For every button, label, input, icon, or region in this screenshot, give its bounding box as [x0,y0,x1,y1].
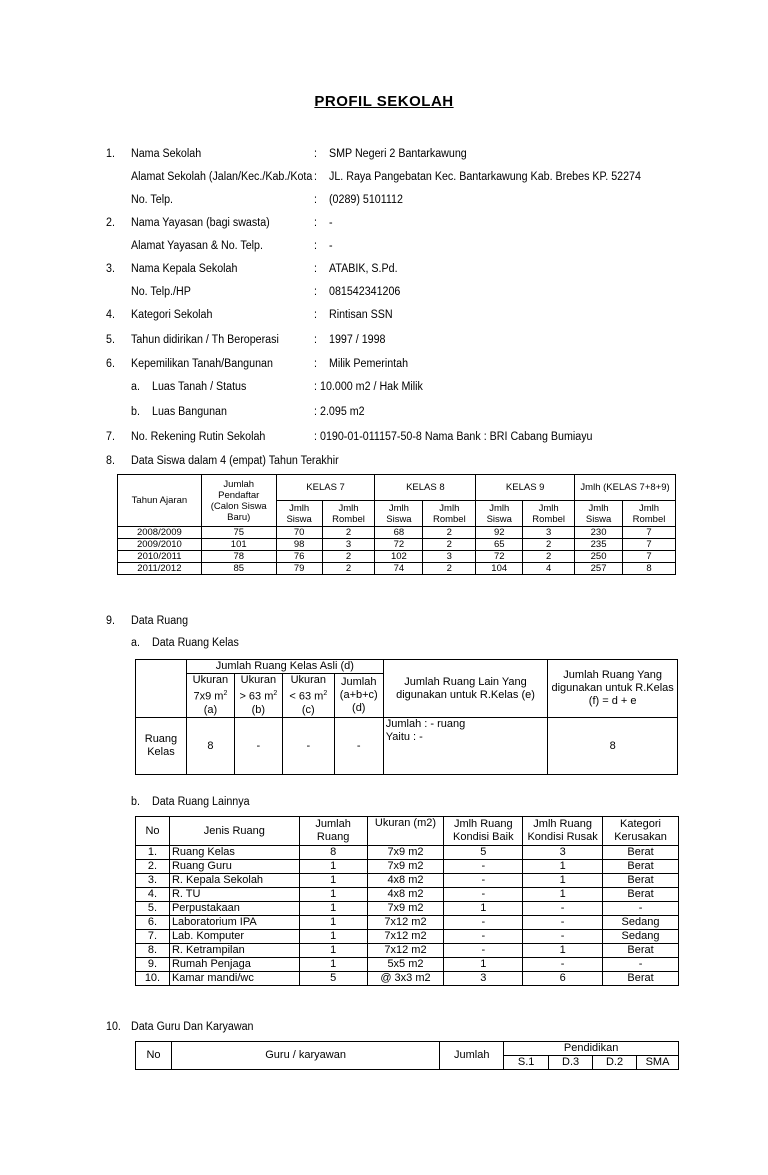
table-cell: 7x9 m2 [367,846,444,860]
table-cell: - [444,888,523,902]
table-cell: 5 [299,972,367,986]
field-value: (0289) 5101112 [329,194,403,206]
header-ruang-lain: Jumlah Ruang Lain Yang digunakan untuk R.Kelas (e) [383,660,548,718]
item-number: 8. [106,455,115,467]
table-cell: - [523,958,603,972]
table-row [136,930,679,944]
item-letter: a. [131,637,140,649]
row-label: Ruang Kelas [136,718,187,775]
table-cell: 4x8 m2 [367,874,444,888]
section-label: Data Ruang Lainnya [152,796,250,808]
table-cell: 8. [136,944,170,958]
header-jumlah-asli: Jumlah Ruang Kelas Asli (d) [186,660,383,674]
colon: : [314,431,317,443]
item-number: 6. [106,358,115,370]
table-cell: 9. [136,958,170,972]
table-cell: 230 [575,527,623,539]
table-row [136,958,679,972]
table-cell: Sedang [603,930,679,944]
data-siswa-table [117,474,676,575]
table-cell: 5x5 m2 [367,958,444,972]
table-cell: 8 [299,846,367,860]
table-cell: 4. [136,888,170,902]
table-cell: 10. [136,972,170,986]
table-cell: 250 [575,551,623,563]
table-cell: Berat [603,944,679,958]
table-row [118,527,676,539]
header-d3: D.3 [549,1056,593,1070]
item-number: 5. [106,334,115,346]
item-letter: b. [131,406,140,418]
field-label: Luas Tanah / Status [152,381,247,393]
table-row [136,944,679,958]
table-cell: - [603,902,679,916]
table-cell: 2 [322,563,375,575]
field-value: - [329,217,333,229]
table-row [136,902,679,916]
table-cell: 2008/2009 [118,527,202,539]
header-s1: S.1 [504,1056,549,1070]
table-cell: - [523,916,603,930]
header-jenis: Jenis Ruang [169,817,299,846]
table-cell: 1. [136,846,170,860]
table-cell: Ruang Guru [169,860,299,874]
table-cell: 74 [375,563,423,575]
data-guru-table [135,1041,679,1070]
item-number: 9. [106,615,115,627]
table-row [136,888,679,902]
header-kategori: Kategori Kerusakan [603,817,679,846]
table-cell: 235 [575,539,623,551]
field-value: 1997 / 1998 [329,334,386,346]
table-cell: 76 [276,551,322,563]
table-row [118,539,676,551]
table-cell: 6. [136,916,170,930]
field-value: ATABIK, S.Pd. [329,263,398,275]
value-b: - [234,718,282,775]
value-f: 8 [548,718,678,775]
header-ukuran-a: Ukuran 7x9 $m^2$ (a) [186,674,234,718]
item-number: 4. [106,309,115,321]
table-cell: 1 [299,902,367,916]
colon: : [314,171,317,183]
table-cell: 2. [136,860,170,874]
field-label: Nama Kepala Sekolah [131,263,238,275]
colon: : [314,217,317,229]
table-cell: - [603,958,679,972]
table-cell: - [444,916,523,930]
field-label: No. Telp./HP [131,286,191,298]
table-cell: 7x12 m2 [367,944,444,958]
table-cell: 4 [523,563,575,575]
field-label: No. Telp. [131,194,174,206]
table-cell: 7 [623,527,676,539]
field-label: Nama Yayasan (bagi swasta) [131,217,270,229]
table-cell: Perpustakaan [169,902,299,916]
section-label: Data Ruang [131,615,189,627]
field-label: Tahun didirikan / Th Beroperasi [131,334,279,346]
colon: : [314,358,317,370]
table-cell: R. Ketrampilan [169,944,299,958]
header-jmlh-siswa: Jmlh Siswa [276,501,322,527]
table-cell: 1 [299,958,367,972]
table-cell: 7x9 m2 [367,902,444,916]
table-cell: 1 [299,944,367,958]
header-kelas-7: KELAS 7 [276,475,375,501]
field-label: No. Rekening Rutin Sekolah [131,431,266,443]
field-label: Kepemilikan Tanah/Bangunan [131,358,273,370]
colon: : [314,286,317,298]
table-cell: 1 [444,958,523,972]
field-value: - [329,240,333,252]
header-jmlh-siswa: Jmlh Siswa [575,501,623,527]
colon: : [314,334,317,346]
table-cell: - [444,944,523,958]
colon: : [314,406,317,418]
table-cell: 101 [201,539,276,551]
table-row [136,916,679,930]
header-jumlah: Jumlah Ruang [299,817,367,846]
table-cell: Laboratorium IPA [169,916,299,930]
field-label: Alamat Yayasan & No. Telp. [131,240,263,252]
header-jumlah-d: Jumlah (a+b+c) (d) [334,674,383,718]
section-label: Data Siswa dalam 4 (empat) Tahun Terakhir [131,455,339,467]
header-pendidikan: Pendidikan [504,1042,679,1056]
header-ukuran: Ukuran (m2) [367,817,444,846]
table-cell: 3 [523,527,575,539]
table-cell: 7. [136,930,170,944]
table-cell: 2011/2012 [118,563,202,575]
colon: : [314,309,317,321]
header-kelas-8: KELAS 8 [375,475,476,501]
item-number: 3. [106,263,115,275]
table-row [136,860,679,874]
field-value: Milik Pemerintah [329,358,409,370]
table-cell: R. Kepala Sekolah [169,874,299,888]
table-cell: 1 [523,874,603,888]
table-cell: 257 [575,563,623,575]
field-label: Kategori Sekolah [131,309,213,321]
table-cell: 72 [375,539,423,551]
table-cell: 3. [136,874,170,888]
table-cell: 7 [623,551,676,563]
table-cell: 2009/2010 [118,539,202,551]
table-cell: 68 [375,527,423,539]
table-cell: - [444,860,523,874]
item-letter: a. [131,381,140,393]
header-pendaftar: Jumlah Pendaftar (Calon Siswa Baru) [201,475,276,527]
table-cell: - [523,902,603,916]
table-cell: Kamar mandi/wc [169,972,299,986]
table-cell: 2 [423,563,476,575]
table-row [118,551,676,563]
header-guru: Guru / karyawan [171,1042,439,1070]
table-cell: 7x12 m2 [367,916,444,930]
table-cell: 92 [476,527,523,539]
table-cell: 3 [322,539,375,551]
table-cell: 2 [523,551,575,563]
header-no: No [136,817,170,846]
table-cell: Berat [603,972,679,986]
table-cell: 2 [423,527,476,539]
empty-header-cell [136,660,187,718]
header-jmlh-siswa: Jmlh Siswa [476,501,523,527]
table-cell: 98 [276,539,322,551]
value-a: 8 [186,718,234,775]
table-cell: Ruang Kelas [169,846,299,860]
header-kelas-9: KELAS 9 [476,475,575,501]
table-cell: 85 [201,563,276,575]
header-jmlh-rombel: Jmlh Rombel [423,501,476,527]
table-cell: 2010/2011 [118,551,202,563]
table-cell: 1 [523,888,603,902]
header-jmlh-rombel: Jmlh Rombel [523,501,575,527]
colon: : [314,148,317,160]
table-cell: 2 [322,527,375,539]
page-title: PROFIL SEKOLAH [314,93,454,110]
table-cell: 6 [523,972,603,986]
table-cell: 1 [299,888,367,902]
table-cell: 1 [523,944,603,958]
table-cell: 1 [444,902,523,916]
colon: : [314,381,317,393]
item-number: 2. [106,217,115,229]
table-cell: - [523,930,603,944]
item-number: 1. [106,148,115,160]
table-cell: Rumah Penjaga [169,958,299,972]
table-cell: 102 [375,551,423,563]
ruang-lain-cell: Jumlah : - ruang Yaitu : - [383,718,548,775]
table-row [136,972,679,986]
table-cell: 1 [299,916,367,930]
table-cell: 65 [476,539,523,551]
table-cell: 1 [299,874,367,888]
field-label: Nama Sekolah [131,148,202,160]
table-cell: 104 [476,563,523,575]
table-cell: 75 [201,527,276,539]
header-no: No [136,1042,172,1070]
table-cell: 3 [423,551,476,563]
table-cell: 78 [201,551,276,563]
colon: : [314,240,317,252]
table-cell: 2 [322,551,375,563]
table-cell: 5 [444,846,523,860]
table-row [118,563,676,575]
header-ukuran-b: Ukuran > 63 $m^2$ (b) [234,674,282,718]
header-kondisi-baik: Jmlh Ruang Kondisi Baik [444,817,523,846]
table-cell: Berat [603,888,679,902]
table-cell: 79 [276,563,322,575]
field-value: Rintisan SSN [329,309,393,321]
field-label: Alamat Sekolah (Jalan/Kec./Kab./Kota [131,171,313,183]
field-label: Luas Bangunan [152,406,227,418]
section-label: Data Guru Dan Karyawan [131,1021,254,1033]
item-number: 10. [106,1021,121,1033]
table-row [136,874,679,888]
field-value: 081542341206 [329,286,401,298]
value-c: - [282,718,334,775]
table-cell: @ 3x3 m2 [367,972,444,986]
field-value: JL. Raya Pangebatan Kec. Bantarkawung Kab. Brebes KP. 52274 [329,171,641,183]
table-row [136,846,679,860]
field-value: SMP Negeri 2 Bantarkawung [329,148,467,160]
header-jmlh-rombel: Jmlh Rombel [322,501,375,527]
table-cell: - [444,930,523,944]
colon: : [314,194,317,206]
table-cell: 3 [523,846,603,860]
header-ukuran-c: Ukuran < 63 $m^2$ (c) [282,674,334,718]
field-value: 2.095 m2 [320,406,365,418]
table-cell: 1 [299,860,367,874]
table-cell: 72 [476,551,523,563]
table-cell: 1 [299,930,367,944]
table-cell: R. TU [169,888,299,902]
header-kondisi-rusak: Jmlh Ruang Kondisi Rusak [523,817,603,846]
data-ruang-lainnya-table [135,816,679,986]
value-d: - [334,718,383,775]
table-cell: Berat [603,860,679,874]
table-cell: 5. [136,902,170,916]
table-cell: 7x9 m2 [367,860,444,874]
colon: : [314,263,317,275]
header-d2: D.2 [593,1056,637,1070]
item-number: 7. [106,431,115,443]
header-jmlh-siswa: Jmlh Siswa [375,501,423,527]
table-cell: 4x8 m2 [367,888,444,902]
header-tahun-ajaran: Tahun Ajaran [118,475,202,527]
table-cell: 2 [423,539,476,551]
header-sma: SMA [636,1056,678,1070]
table-cell: - [444,874,523,888]
header-jumlah: Jumlah [440,1042,504,1070]
table-cell: 7x12 m2 [367,930,444,944]
table-cell: 8 [623,563,676,575]
table-cell: Berat [603,846,679,860]
table-cell: 70 [276,527,322,539]
table-cell: Berat [603,874,679,888]
table-cell: 7 [623,539,676,551]
table-cell: Lab. Komputer [169,930,299,944]
field-value: 0190-01-011157-50-8 Nama Bank : BRI Cabang Bumiayu [320,431,593,443]
table-cell: Sedang [603,916,679,930]
table-cell: 3 [444,972,523,986]
data-ruang-kelas-table [135,659,678,775]
header-total: Jmlh (KELAS 7+8+9) [575,475,676,501]
header-jmlh-rombel: Jmlh Rombel [623,501,676,527]
table-cell: 1 [523,860,603,874]
item-letter: b. [131,796,140,808]
header-ruang-total: Jumlah Ruang Yang digunakan untuk R.Kelas (f) = d + e [548,660,678,718]
table-cell: 2 [523,539,575,551]
section-label: Data Ruang Kelas [152,637,239,649]
field-value: 10.000 m2 / Hak Milik [320,381,423,393]
